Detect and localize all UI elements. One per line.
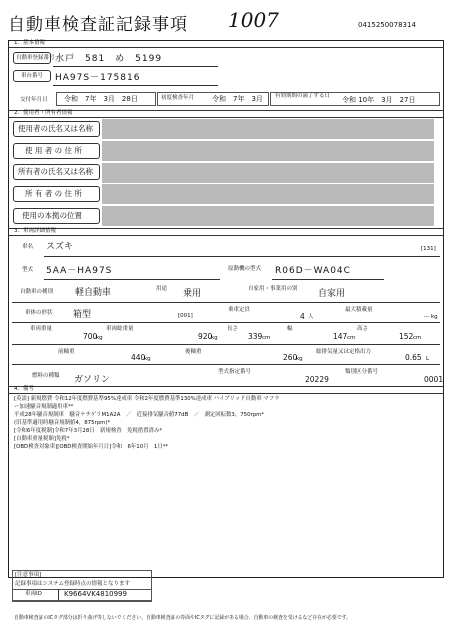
capacity-label: 乗車定員	[228, 307, 251, 313]
max-load-unit: kg	[431, 314, 438, 320]
width-label: 幅	[287, 326, 293, 332]
owner-name-label: 所有者の氏名又は名称	[18, 167, 93, 176]
max-load-label: 最大積載量	[345, 307, 373, 313]
shape-label: 車体の形状	[25, 310, 53, 316]
displacement-unit: L	[426, 356, 430, 362]
section4-title: 4．備考	[14, 386, 34, 392]
business-label: 自家用・事業用の別	[248, 286, 298, 292]
category-value: 0001	[424, 375, 444, 384]
displacement-label: 総排気量又は定格出力	[316, 349, 372, 355]
chassis-label: 車台番号	[21, 73, 44, 79]
type-designation-label: 型式指定番号	[218, 369, 252, 375]
reg-no-value: 水戸 581 め 5199	[55, 54, 163, 64]
type-designation-value: 20229	[305, 375, 329, 384]
front-axle-unit: kg	[144, 356, 151, 362]
front-axle-value: 440	[131, 353, 146, 362]
handwritten-note: 1007	[228, 8, 279, 32]
expiry-label: 有効期間の満了する日	[275, 93, 331, 99]
max-load-value: －	[423, 312, 431, 321]
height-label: 高さ	[357, 326, 369, 332]
car-id-label: 車両ID	[25, 591, 42, 597]
fuel-value: ガソリン	[74, 375, 111, 385]
height-unit: cm	[413, 335, 422, 341]
section2-title: 2．使用者・所有者情報	[14, 110, 73, 116]
weight-unit: kg	[96, 335, 103, 341]
front-axle-label: 前軸重	[58, 349, 75, 355]
weight-label: 車両重量	[30, 326, 53, 332]
remarks-line: ー加速騒音規制適用車**	[14, 404, 74, 410]
redacted-owner-address	[102, 184, 434, 204]
redacted-user-address	[102, 141, 434, 161]
remarks-line: [自動車重量税額]免税*	[14, 436, 70, 442]
remarks-line: [令和6年度税制]令和7年3月28日 新規検査 免税措置済み*	[14, 428, 163, 434]
issue-date-label: 交付年月日	[20, 97, 48, 103]
rear-axle-label: 後軸重	[185, 349, 202, 355]
height-value: 152	[399, 332, 414, 341]
engine-label: 原動機の型式	[228, 266, 262, 272]
document-title: 自動車検査証記録事項	[8, 15, 188, 35]
section3-title: 3．車両詳細情報	[14, 228, 56, 234]
redacted-owner-name	[102, 163, 434, 183]
use-value: 乗用	[183, 289, 202, 299]
notes-line: 記録事項はシステム登録時点の情報となります	[15, 581, 130, 587]
length-value: 339	[248, 332, 263, 341]
engine-value: R06D－WA04C	[275, 266, 351, 276]
user-address-label: 使 用 者 の 住 所	[25, 146, 82, 155]
notes-title: [注意事項]	[15, 572, 42, 578]
rear-axle-value: 260	[283, 353, 298, 362]
car-id-value: K9664VK4810999	[64, 590, 127, 598]
gross-value: 920	[198, 332, 213, 341]
length-label: 長さ	[227, 326, 239, 332]
owner-address-label: 所 有 者 の 住 所	[25, 189, 82, 198]
kind-label: 自動車の種別	[20, 289, 54, 295]
shape-code: [001]	[178, 313, 193, 319]
maker-code: [131]	[421, 246, 436, 252]
redacted-user-name	[102, 119, 434, 139]
capacity-value: 4	[300, 312, 305, 321]
serial-number: 0415250078314	[358, 21, 416, 29]
category-label: 類別区分番号	[345, 369, 379, 375]
chassis-value: HA97S－175816	[55, 73, 141, 83]
model-value: 5AA－HA97S	[46, 266, 113, 276]
width-value: 147	[333, 332, 348, 341]
maker-value: スズキ	[46, 242, 74, 252]
maker-label: 車名	[22, 244, 34, 250]
remarks-line: [英語] 新規燃費 令和12年度燃費基準95%達成車 令和2年度燃費基準130%達成車 ハイブリッド自動車 マフラ	[14, 396, 280, 402]
length-unit: cm	[262, 335, 271, 341]
redacted-base-location	[102, 206, 434, 226]
weight-value: 700	[83, 332, 98, 341]
use-label: 用途	[156, 286, 168, 292]
user-name-label: 使用者の氏名又は名称	[18, 124, 93, 133]
fuel-label: 燃料の種類	[32, 373, 60, 379]
footer-note: 自動車検査証のICタグ部分は折り曲げ等しないでください。自動車検査証の券面やICタグに記録がある場合、自動車の検査を受けるなど存在が必要です。	[14, 615, 351, 621]
remarks-line: [OBD検査対象車][OBD検査開始年月日]令和 6年10月 1日**	[14, 444, 169, 450]
first-reg-label: 初度検査年月	[161, 95, 195, 101]
displacement-value: 0.65	[405, 353, 422, 362]
model-label: 型式	[22, 267, 34, 273]
reg-no-label: 自動車登録番号	[16, 55, 55, 61]
expiry-value: 令和 10年 3月 27日	[342, 96, 416, 104]
first-reg-value: 令和 7年 3月	[212, 95, 263, 103]
base-location-label: 使用の本拠の位置	[22, 211, 82, 220]
gross-unit: kg	[211, 335, 218, 341]
capacity-unit: 人	[308, 314, 314, 320]
kind-value: 軽自動車	[75, 288, 112, 298]
remarks-line: (旧基準適用時騒音規制値4，875rpm)*	[14, 420, 111, 426]
shape-value: 箱型	[73, 310, 92, 320]
remarks-line: 平成28年騒音規制車 騒音ナチゲリM1A2A ／ 近接排気騒音値77dB ／ 測定回転数3，750rpm*	[14, 412, 265, 418]
business-value: 自家用	[318, 289, 346, 299]
gross-label: 車両総重量	[106, 326, 134, 332]
issue-date-value: 令和 7年 3月 28日	[64, 95, 138, 103]
rear-axle-unit: kg	[296, 356, 303, 362]
section1-title: 1．基本情報	[14, 40, 45, 46]
width-unit: cm	[347, 335, 356, 341]
